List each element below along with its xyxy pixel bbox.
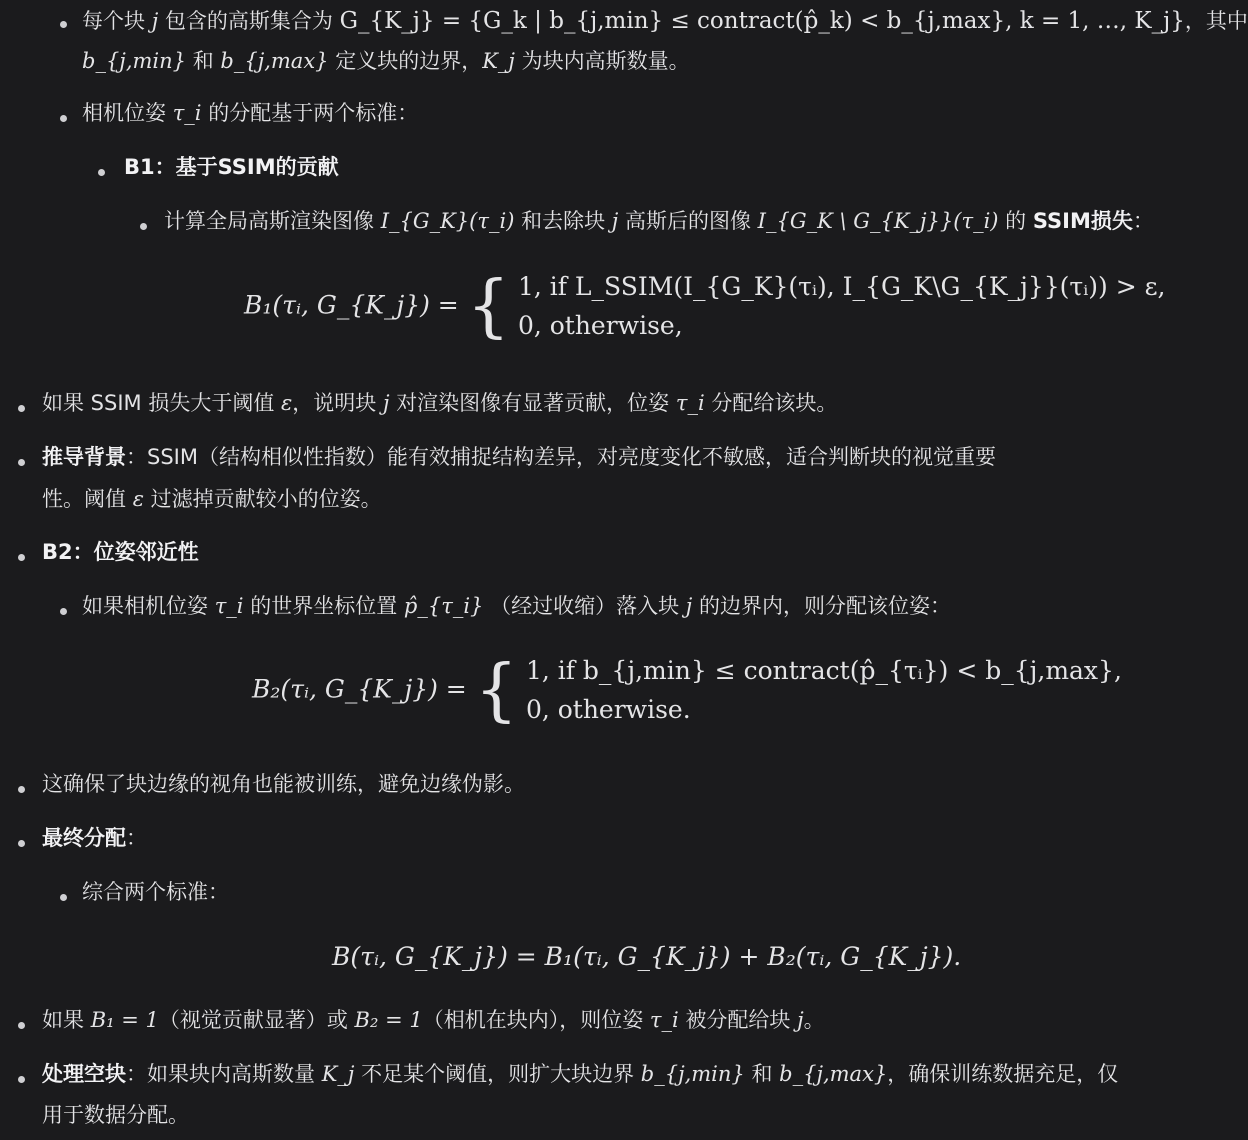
edge-view-note: 这确保了块边缘的视角也能被训练，避免边缘伪影。 [42,772,525,796]
bullet-dot [18,554,25,561]
bullet-dot [18,405,25,412]
bullet-dot [18,1076,25,1083]
bullet-dot [60,21,67,28]
gaussian-set-definition-cont: b_{j,min} 和 b_{j,max} 定义块的边界，K_j 为块内高斯数量。 [82,49,690,73]
derivation-background: 推导背景：SSIM（结构相似性指数）能有效捕捉结构差异，对亮度变化不敏感，适合判断块的视觉重要 [42,445,996,469]
empty-block-handling: 处理空块：如果块内高斯数量 K_j 不足某个阈值，则扩大块边界 b_{j,min} 和 b_{j,max}，确保训练数据充足，仅 [42,1062,1119,1086]
bullet-dot [98,169,105,176]
final-assignment-heading: 最终分配： [42,826,147,850]
bullet-dot [18,840,25,847]
b1-detail: 计算全局高斯渲染图像 I_{G_K}(τ_i) 和去除块 j 高斯后的图像 I_{G_K \ G_{K_j}}(τ_i) 的 SSIM损失： [164,209,1154,233]
bullet-dot [18,459,25,466]
bullet-dot [60,115,67,122]
ssim-threshold-note: 如果 SSIM 损失大于阈值 ε，说明块 j 对渲染图像有显著贡献，位姿 τ_i 分配给该块。 [42,391,838,415]
equation-b1: B₁(τᵢ, G_{K_j}) = { 1, if L_SSIM(I_{G_K}(τᵢ), I_{G_K\G_{K_j}}(τᵢ)) > ε, 0, otherwise, [244,266,1166,346]
bullet-dot [60,608,67,615]
combine-criteria: 综合两个标准： [82,880,229,904]
gaussian-set-definition: 每个块 j 包含的高斯集合为 G_{K_j} = {G_k | b_{j,min} ≤ contract(p̂_k) < b_{j,max}, k = 1, …, K_j}，其中 [82,8,1248,34]
equation-combined: B(τᵢ, G_{K_j}) = B₁(τᵢ, G_{K_j}) + B₂(τᵢ, G_{K_j}). [332,942,962,971]
pose-assignment-intro: 相机位姿 τ_i 的分配基于两个标准： [82,101,419,125]
b2-heading: B2：位姿邻近性 [42,540,199,564]
derivation-background-cont: 性。阈值 ε 过滤掉贡献较小的位姿。 [42,487,382,511]
empty-block-handling-cont: 用于数据分配。 [42,1103,189,1127]
bullet-dot [140,223,147,230]
b2-detail: 如果相机位姿 τ_i 的世界坐标位置 p̂_{τ_i} （经过收缩）落入块 j 的边界内，则分配该位姿： [82,594,951,618]
b1-heading: B1：基于SSIM的贡献 [124,155,339,179]
assignment-rule: 如果 B₁ = 1（视觉贡献显著）或 B₂ = 1（相机在块内），则位姿 τ_i 被分配给块 j。 [42,1008,825,1032]
bullet-dot [18,1022,25,1029]
bullet-dot [18,786,25,793]
equation-b2: B₂(τᵢ, G_{K_j}) = { 1, if b_{j,min} ≤ contract(p̂_{τᵢ}) < b_{j,max}, 0, otherwise. [252,650,1122,730]
bullet-dot [60,894,67,901]
